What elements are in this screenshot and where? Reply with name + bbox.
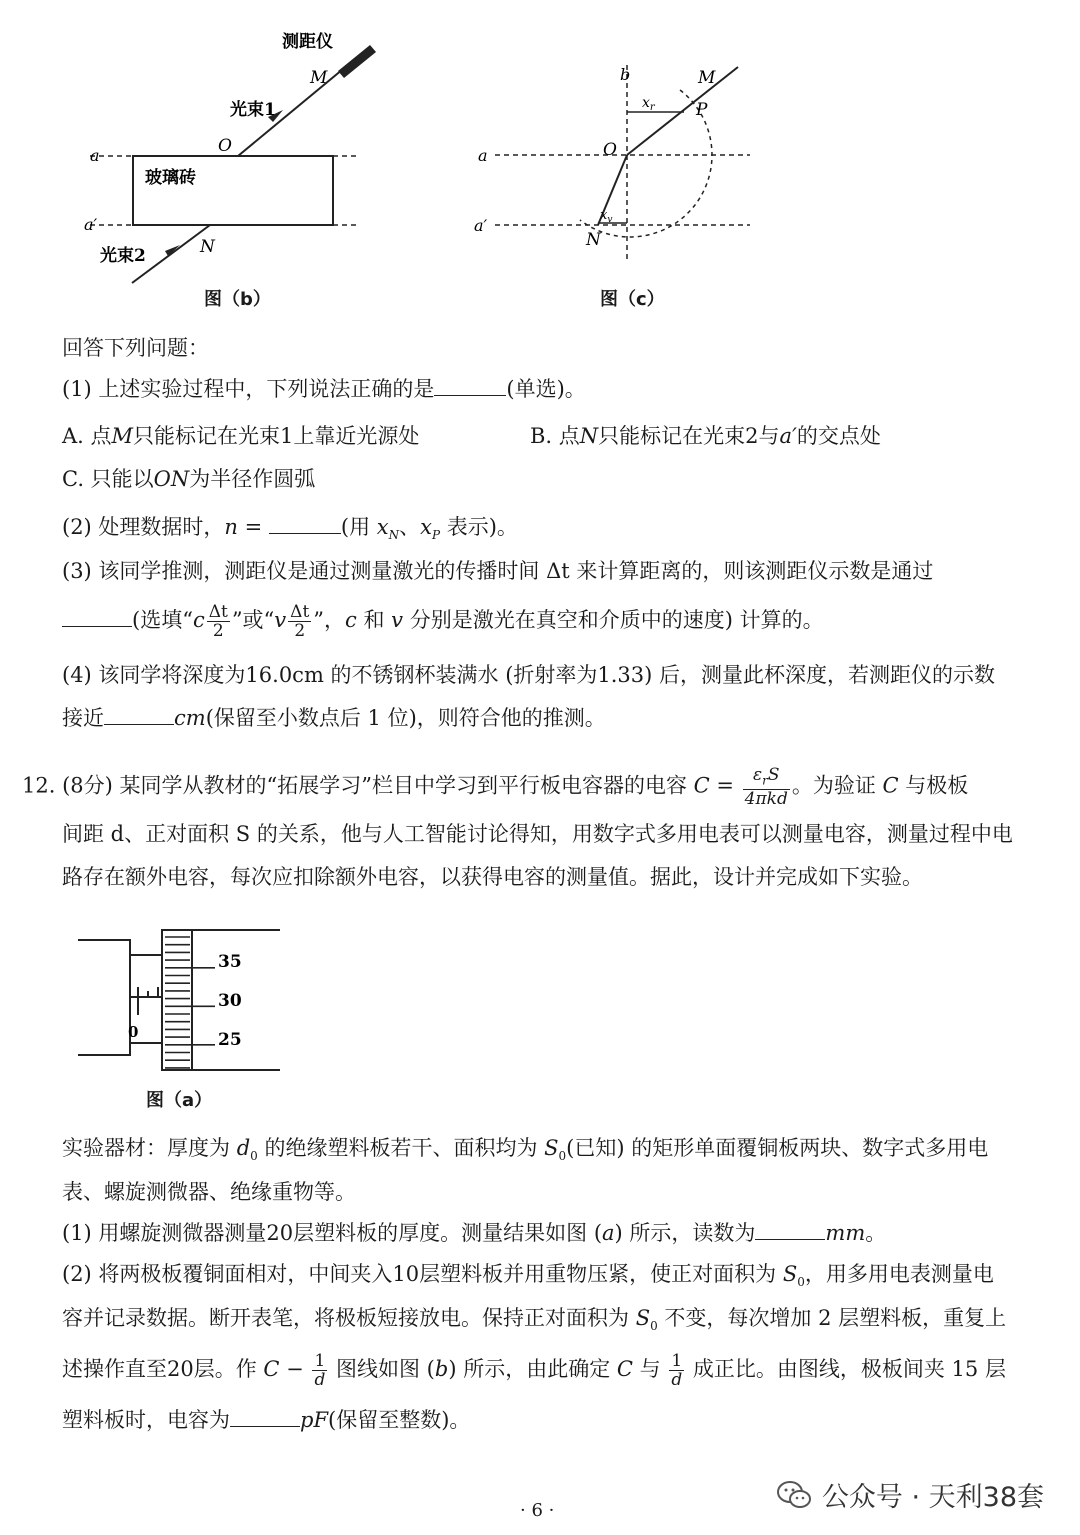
rangefinder-icon [338,45,376,78]
glass-block [133,156,333,225]
page-number: · 6 · [520,1500,555,1521]
label-a: a [90,146,100,165]
label-P: P [696,100,708,120]
q12-part2-line2: 容并记录数据。断开表笔，将极板短接放电。保持正对面积为 $S_0$ 不变，每次增加 2 层塑料板，重复上 [62,1306,1007,1334]
label-b: b [620,65,631,84]
figure-c [470,55,760,270]
label-N: N [586,230,601,250]
q11-part3-line2: (选填“c $\frac{\Delta t}{2}$ ”或“v $\frac{\Delta t}{2}$ ”，c 和 v 分别是激光在真空和介质中的速度) 计算的。 [62,603,824,640]
label-O: O [218,136,232,156]
sleeve-outline [78,940,130,1055]
label-M: M [698,68,716,88]
q12-equipment-line2: 表、螺旋测微器、绝缘重物等。 [62,1180,356,1204]
q12-part2-line4: 塑料板时，电容为 pF(保留至整数)。 [62,1408,471,1432]
q11-option-b: B. 点N只能标记在光束2与a′的交点处 [530,424,881,448]
label-a-prime: a′ [84,215,98,234]
label-a: a [478,146,488,165]
wechat-icon [776,1480,812,1510]
label-O: O [603,140,617,160]
beam-2-arrow [165,245,180,256]
beam1-label: 光束1 [230,100,276,120]
label-xv: $x_v$ [600,208,613,225]
q11-part1: (1) 上述实验过程中，下列说法正确的是 (单选)。 [62,377,586,401]
q11-option-c: C. 只能以ON为半径作圆弧 [62,467,316,491]
beam2-label: 光束2 [100,246,146,266]
label-a-prime: a′ [474,216,488,235]
q12-line2: 间距 d、正对面积 S 的关系，他与人工智能讨论得知，用数字式多用电表可以测量电容，测量过程中电 [62,822,1013,846]
q12-part2-line3: 述操作直至20层。作 C − $\frac{1}{d}$ 图线如图 (b) 所示，由此确定 C 与 $\frac{1}{d}$ 成正比。由图线，极板间夹 15 层 [62,1351,1006,1390]
label-M: M [310,68,328,88]
glass-label: 玻璃砖 [145,168,196,188]
tick-label-25: 25 [218,1030,242,1050]
watermark [776,1475,1044,1514]
answer-blank[interactable] [755,1221,825,1240]
q11-part3-line1: (3) 该同学推测，测距仪是通过测量激光的传播时间 Δt 来计算距离的，则该测距仪示数是通过 [62,559,934,583]
figure-b [70,25,400,290]
answer-blank[interactable] [269,515,341,534]
q12-header: 12. (8分) 某同学从教材的“拓展学习”栏目中学习到平行板电容器的电容 C = $\frac{\varepsilon_rS}{\text{4πkd}}$ 。为验证 C 与极板 [22,765,969,810]
q11-part4-line2: 接近 cm(保留至小数点后 1 位)，则符合他的推测。 [62,706,606,730]
label-N: N [200,237,215,257]
answer-blank[interactable] [434,377,506,396]
figure-a-micrometer [70,925,290,1075]
zero-mark: 0 [128,1023,139,1041]
figure-c-caption: 图（c） [600,289,665,310]
q11-intro: 回答下列问题： [62,336,209,360]
thimble [162,930,192,1070]
answer-blank[interactable] [230,1408,300,1427]
q11-option-a: A. 点M只能标记在光束1上靠近光源处 [62,424,420,448]
q11-part2: (2) 处理数据时，n = (用 $x_N$、$x_P$ 表示)。 [62,515,518,543]
label-xr: $x_r$ [642,95,655,113]
q11-part4-line1: (4) 该同学将深度为16.0cm 的不锈钢杯装满水 (折射率为1.33) 后，测量此杯深度，若测距仪的示数 [62,663,996,687]
figure-a-caption: 图（a） [146,1090,213,1111]
rangefinder-label: 测距仪 [282,32,333,52]
q12-part2-line1: (2) 将两极板覆铜面相对，中间夹入10层塑料板并用重物压紧，使正对面积为 $S_0$，用多用电表测量电 [62,1262,994,1290]
figure-b-caption: 图（b） [204,289,271,310]
tick-label-30: 30 [218,991,242,1011]
answer-blank[interactable] [104,706,174,725]
q12-equipment-line1: 实验器材：厚度为 $d_0$ 的绝缘塑料板若干、面积均为 $S_0$(已知) 的矩形单面覆铜板两块、数字式多用电 [62,1136,989,1164]
tick-label-35: 35 [218,952,242,972]
q12-part1: (1) 用螺旋测微器测量20层塑料板的厚度。测量结果如图 (a) 所示，读数为 mm。 [62,1221,887,1245]
answer-blank[interactable] [62,608,132,627]
watermark-text: 公众号 · 天利38套 [821,1482,1044,1513]
incident-ray [627,67,738,155]
q12-line3: 路存在额外电容，每次应扣除额外电容，以获得电容的测量值。据此，设计并完成如下实验。 [62,865,923,889]
